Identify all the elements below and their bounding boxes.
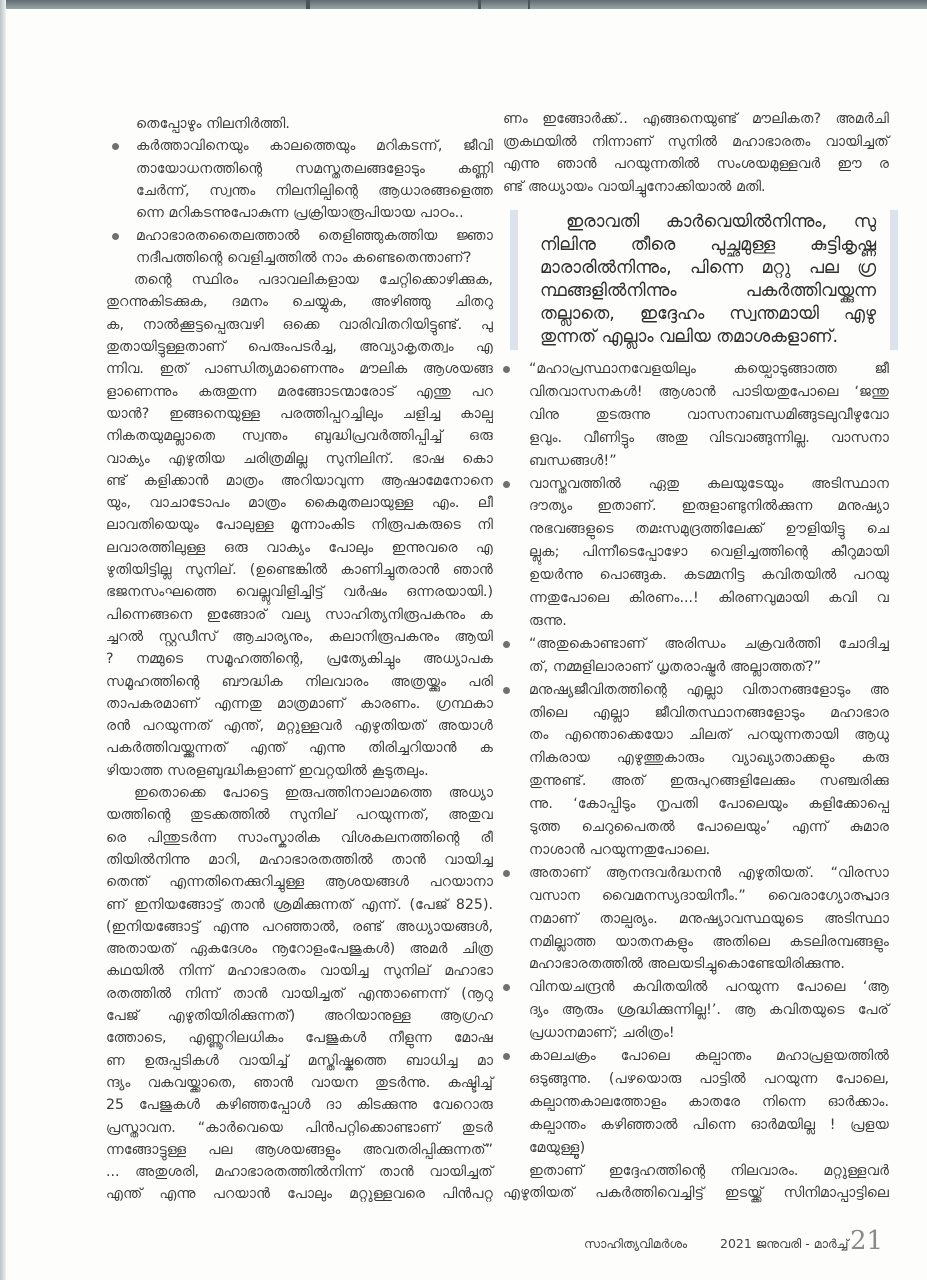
bullet-text-line: കല്പാന്തം കഴിഞ്ഞാൽ പിന്നെ ഓർമയില്ല ! പ്രളയ <box>529 1116 889 1133</box>
text-line: ണ്ട് അധ്യായം വായിച്ചുനോക്കിയാൽ മതി. <box>503 178 766 195</box>
text-line: ണ് ഇനിയങ്ങോട്ട് താൻ ശ്രമിക്കുന്നത് എന്ന്. (പേജ് 825). <box>106 896 493 913</box>
text-line: അതായത് ഏകദേശം നൂറോളംപേജുകൾ) അമർ ചിത്ര <box>106 941 493 958</box>
bullet-text-line: തായോധനത്തിന്റെ സമസ്തതലങ്ങളോടും കണ്ണി <box>136 160 493 177</box>
text-line: തുറന്നുകിടക്കുക, ദമനം ചെയ്യുക, അഴിഞ്ഞു ചിതറു <box>106 294 493 311</box>
bullet-text-line: ടുത്ത ചെറുപൈതൽ പോലെയും’ എന്ന് കുമാര <box>529 819 889 835</box>
bullet-text-line: തുന്നുണ്ട്. അത് ഇരുപുറങ്ങളിലേക്കും സഞ്ചരിക്കു <box>529 773 889 790</box>
bullet-text-line: വിനു തുടരുന്നു വാസനാബന്ധമിങ്ങുടലുവീഴുവോ <box>529 406 889 423</box>
bullet-text-line: വാസ്തവത്തിൽ ഏതു കലയുടേയും അടിസ്ഥാന <box>529 475 889 492</box>
bullet-text-line: ഒടുങ്ങുന്നു. (പഴയൊരു പാട്ടിൽ പറയുന്ന പോലെ, <box>529 1070 889 1087</box>
bullet-icon <box>503 1053 510 1060</box>
paragraph-first-line: ഇതൊക്കെ പോട്ടെ ഇരുപത്തിനാലാമത്തെ അധ്യാ <box>134 785 493 801</box>
text-line: തെന്ത് എന്നതിനെക്കുറിച്ചുള്ള ആശയങ്ങൾ പറയാനാ <box>106 874 493 891</box>
scan-edge-mark <box>306 0 310 9</box>
text-line: നികതയുമല്ലാതെ സ്വന്തം ബുദ്ധിപ്രവർത്തിപ്പിച്ച് ഒരു <box>106 428 493 445</box>
text-line: ണ ഉരുപ്പടികൾ വായിച്ച് മസ്തിഷ്കത്തെ ബാധിച്ച മാ <box>106 1052 493 1069</box>
text-line: എന്ത് എന്നു പറയാൻ പോലും മറ്റുള്ളവരെ പിൻപറ്റ <box>106 1186 493 1203</box>
text-line: ന്നങ്ങോട്ടുള്ള പല ആശയങ്ങളും അവതരിപ്പിക്കുന്നത്” <box>106 1141 493 1158</box>
continued-line: തെപ്പോഴും നിലനിർത്തി. <box>136 116 290 132</box>
bullet-icon <box>503 641 510 648</box>
bullet-text-line: നാശാൻ പറയുന്നതുപോലെ. <box>529 841 711 858</box>
bullet-icon <box>503 984 510 991</box>
text-line: യത്തിന്റെ തുടക്കത്തിൽ സുനില് പറയുന്നത്, അതുവ <box>106 807 493 824</box>
bullet-text-line: ന്നെ മറികടന്നുപോകുന്ന പ്രക്രിയാരൂപിയായ പാഠം.. <box>136 205 464 222</box>
pull-quote-line: ഇരാവതി കാർവെയിൽനിന്നും, സു <box>566 212 876 232</box>
text-line: സമൂഹത്തിന്റെ ബൗദ്ധിക നിലവാരം അത്രയ്ക്കും പരി <box>106 673 493 690</box>
text-line: ഴിയാത്ത സരളബുദ്ധികളാണ് ഇവറ്റയിൽ കൂടുതലും. <box>106 762 429 779</box>
text-line: ലാവതിയെയും പോലുള്ള മൂന്നാംകിട നിരൂപകരുടെ നി <box>106 517 493 534</box>
bullet-text-line: അതാണ് ആനന്ദവർദ്ധനൻ എഴുതിയത്. “വിരസാ <box>529 864 889 881</box>
bullet-text-line: “മഹാപ്രസ്ഥാനവേളയിലും കയ്പൊടുങ്ങാത്ത ജീ <box>529 361 889 377</box>
scan-edge-mark <box>478 0 481 9</box>
scan-edge-left <box>0 0 6 1280</box>
scan-edge-top <box>0 0 927 9</box>
text-line: പ്രസ്താവന. “കാർവെയെ പിൻപറ്റിക്കൊണ്ടാണ് തുടർ <box>106 1119 493 1136</box>
text-line: കഥയിൽ നിന്ന് മഹാഭാരതം വായിച്ച സുനില് മഹാഭാ <box>106 963 493 980</box>
page-number: 21 <box>850 1226 884 1256</box>
bullet-text-line: ന്നതുപോലെ കിരണം...! കിരണവുമായി കവി വ <box>529 590 889 606</box>
text-line: ച്ചറൽ സ്റ്റഡീസ് ആചാര്യനും, കലാനിരൂപകനും ആയി <box>106 628 493 645</box>
pull-quote-line: മാരാരിൽനിന്നും, പിന്നെ മറ്റു പല ഗ്ര <box>540 258 876 278</box>
text-line: ? നമ്മുടെ സമൂഹത്തിന്റെ, പ്രത്യേകിച്ചും അധ്യാപക <box>106 651 493 668</box>
text-line: 25 പേജുകൾ കഴിഞ്ഞപ്പോൾ ദാ കിടക്കുന്നു വേറൊരു <box>106 1097 493 1114</box>
bullet-text-line: തം എന്തൊക്കെയോ ചിലത് പറയുന്നതായി ആധു <box>529 727 889 744</box>
text-line: യാൻ? ഇങ്ങനെയുള്ള പരത്തിപ്പറച്ചിലും ചളിച്ച കാല്പ <box>106 405 493 422</box>
text-line: ... അതുശരി, മഹാഭാരതത്തിൽനിന്ന് താൻ വായിച്ചത് <box>106 1164 493 1181</box>
bullet-icon <box>503 366 510 373</box>
bullet-icon <box>503 481 510 488</box>
bullet-text-line: ദൗത്യം ഇതാണ്. ഇരുളാണ്ടുനിൽക്കുന്ന മനുഷ്യാ <box>529 498 889 515</box>
text-line: വാക്യം എഴുതിയ ചരിത്രമില്ല സുനിലിന്. ഭാഷ കൊ <box>106 450 493 467</box>
bullet-text-line: വിനയചന്ദ്രൻ കവിതയിൽ പറയുന്ന പോലെ ‘ആ <box>529 979 889 996</box>
page-footer <box>584 1228 894 1262</box>
pull-quote-line: തല്ലാതെ, ഇദ്ദേഹം സ്വന്തമായി എഴു <box>540 304 876 324</box>
bullet-icon <box>503 870 510 877</box>
bullet-text-line: മഹാഭാരതതൈലത്താൽ തെളിഞ്ഞുകത്തിയ ജ്ഞാ <box>136 227 493 244</box>
bullet-text-line: നമാണ് താല്പര്യം. മനുഷ്യാവസ്ഥയുടെ അടിസ്ഥാ <box>529 910 889 927</box>
magazine-name: സാഹിത്യവിമർശം <box>584 1236 688 1251</box>
bullet-text-line: തിലെ എല്ലാ ജീവിതസ്ഥാനങ്ങളോടും മഹാഭാര <box>529 704 889 721</box>
text-line: ക, നാൽക്കൂട്ടപ്പെരുവഴി ഒക്കെ വാരിവിതറിയിട്ടുണ്ട്. പു <box>106 316 493 333</box>
pull-quote <box>510 210 898 350</box>
bullet-text-line: ന്നു. ‘കോപ്പിടും നൃപതി പോലെയും കളിക്കോപ്പെ <box>529 796 889 813</box>
bullet-text-line: മേയുള്ളൂ) <box>529 1139 586 1156</box>
bullet-text-line: “അതുകൊണ്ടാണ് അരിന്ധം ചക്രവർത്തി ചോദിച്ച <box>529 635 889 652</box>
text-line: താപകരമാണ് എന്നതു മാത്രമാണ് കാരണം. ഗ്രന്ഥകാ <box>106 695 493 712</box>
text-line: യും, വാചാടോപം മാത്രം കൈമുതലായുള്ള എം. ലീ <box>106 495 493 512</box>
text-line: ലവാരത്തിലുള്ള ഒരു വാക്യം പോലും ഇന്നുവരെ എ <box>106 539 493 556</box>
text-line: എഴുതിയത് പകർത്തിവെച്ചിട്ട് ഇടയ്ക്ക് സിനിമാപ്പാട്ടിലെ <box>503 1185 889 1202</box>
text-line: ഴുതിയിട്ടില്ല സുനില്. (ഉണ്ടെങ്കിൽ കാണിച്ചുതരാൻ ഞാൻ <box>106 562 493 578</box>
text-line: തിയിൽനിന്നു മാറി, മഹാഭാരതത്തിൽ താൻ വായിച്ച <box>106 851 493 868</box>
text-line: പേജ് എഴുതിയിരിക്കുന്നത്) അറിയാനുള്ള ആഗ്രഹ <box>106 1008 493 1024</box>
bullet-text-line: ല്ലുക; പിന്നീടെപ്പോഴോ വെളിച്ചത്തിന്റെ കീറുമായി <box>529 544 889 561</box>
bullet-text-line: ദ്യം ആരും ശ്രദ്ധിക്കുന്നില്ല!’. ആ കവിതയുടെ പേര് <box>529 1002 889 1019</box>
bullet-text-line: രുന്നു. <box>529 612 567 629</box>
bullet-text-line: വസാന വൈമനസ്യദായിനീം.” വൈരാഗ്യോത്പ്പാദ <box>529 887 889 904</box>
text-line: പകർത്തിവയ്ക്കുന്നത് എന്ത് എന്നു തിരിച്ചറിയാൻ ക <box>106 740 493 757</box>
text-line: പിന്നെങ്ങനെ ഇങ്ങോര് വല്യ സാഹിത്യനിരൂപകനും ക <box>106 606 493 623</box>
issue-date: 2021 ജനുവരി - മാർച്ച് <box>720 1236 849 1251</box>
scan-edge-mark <box>528 0 530 9</box>
bullet-text-line: ബന്ധങ്ങൾ!” <box>529 452 617 469</box>
bullet-icon <box>503 687 510 694</box>
pull-quote-line: ന്ഥങ്ങളിൽനിന്നും പകർത്തിവയ്ക്കുന്ന <box>540 281 876 301</box>
bullet-text-line: നുഭവങ്ങളുടെ തമഃസമുദ്രത്തിലേക്ക് ഊളിയിട്ടു ചെ <box>529 521 889 538</box>
paragraph-first-line: ഇതാണ് ഇദ്ദേഹത്തിന്റെ നിലവാരം. മറ്റുള്ളവർ <box>529 1162 889 1179</box>
text-line: ന്ദ്യം വകവയ്ക്കാതെ, ഞാൻ വായന തുടർന്നു. കഷ്ടിച്ച് <box>106 1074 493 1091</box>
text-line: ത്രകഥയിൽ നിന്നാണ് സുനിൽ മഹാഭാരതം വായിച്ചത് <box>503 133 889 150</box>
bullet-text-line: നമില്ലാത്ത യാതനകളും അതിലെ കടലിരമ്പങ്ങളും <box>529 933 889 950</box>
pull-quote-line: നിലിനു തീരെ പുച്ഛമുള്ള കുട്ടികൃഷ്ണ <box>540 235 876 255</box>
bullet-text-line: ചേർന്ന്, സ്വന്തം നിലനില്പിന്റെ ആധാരങ്ങളെത്ത <box>136 182 493 199</box>
text-line: എന്നു ഞാൻ പറയുന്നതിൽ സംശയമുള്ളവർ ഈ ര <box>503 156 889 172</box>
bullet-text-line: ളവും. വീണിട്ടും അതു വിടവാങ്ങുന്നില്ല. വാസനാ <box>529 429 889 446</box>
bullet-text-line: ത്, നമ്മളിലാരാണ് ധൃതരാഷ്ട്രർ അല്ലാത്തത്?” <box>529 658 822 675</box>
text-line: ഭജനസംഘത്തെ വെല്ലുവിളിച്ചിട്ട് വർഷം ഒന്നരയായി.) <box>106 584 493 601</box>
text-line: ണം ഇങ്ങോർക്ക്.. എങ്ങനെയുണ്ട് മൗലികത? അമർചി <box>503 111 889 127</box>
bullet-text-line: കല്പാന്തകാലത്തോളം കാതരേ നിന്നെ ഓർക്കാം. <box>529 1093 889 1110</box>
bullet-text-line: നദീപത്തിന്റെ വെളിച്ചത്തിൽ നാം കണ്ടെതെന്താണ്? <box>136 249 472 266</box>
text-line: ണ്ട് കളിക്കാൻ മാത്രം അറിയാവുന്ന ആഷാമേനോനെ <box>106 472 493 489</box>
bullet-text-line: മനുഷ്യജീവിതത്തിന്റെ എല്ലാ വിതാനങ്ങളോടും അ <box>529 681 889 698</box>
bullet-text-line: നികരായ എഴുത്തുകാരും വ്യാഖ്യാതാക്കളും കരു <box>529 750 889 767</box>
bullet-text-line: വിതവാസനകൾ! ആശാൻ പാടിയതുപോലെ ‘ജന്തു <box>529 383 889 400</box>
bullet-icon <box>112 143 119 150</box>
bullet-text-line: ഉയർന്നു പൊങ്ങുക. കടമ്മനിട്ട കവിതയിൽ പറയു <box>529 567 889 584</box>
text-line: ത്തോടെ, എണ്ണൂറിലധികം പേജുകൾ നീളുന്ന മോഷ <box>106 1030 493 1047</box>
text-line: ളാണെന്നും കരുതുന്ന മരങ്ങോടന്മാരോട് എന്തു പറ <box>106 383 493 400</box>
bullet-icon <box>112 233 119 240</box>
pull-quote-line: തുന്നത് എല്ലാം വലിയ തമാശകളാണ്. <box>540 327 839 347</box>
text-line: രെ പിന്തുടർന്ന സാംസ്കാരിക വിശകലനത്തിന്റെ രീ <box>106 829 493 846</box>
text-line: (ഇനിയങ്ങോട്ട് എന്നു പറഞ്ഞാൽ, രണ്ട് അധ്യായങ്ങൾ, <box>106 918 493 935</box>
text-line: തുതായിട്ടുള്ളതാണ് പെരുംപടർച്ച, അവ്യാകൃതത്വം എ <box>106 339 493 355</box>
bullet-text-line: കർത്താവിനെയും കാലത്തെയും മറികടന്ന്, ജീവി <box>136 138 493 155</box>
bullet-text-line: മഹാഭാരതത്തിൽ അലയടിച്ചുകൊണ്ടേയിരിക്കുന്നു. <box>529 956 845 973</box>
text-line: രൻ പറയുന്നത് എന്ത്, മറ്റുള്ളവർ എഴുതിയത് അയാൾ <box>106 718 493 735</box>
paragraph-first-line: തന്റെ സ്ഥിരം പദാവലികളായ ചേറ്റിക്കൊഴിക്കുക, <box>134 272 493 289</box>
text-line: രതത്തിൽ നിന്ന് താൻ വായിച്ചത് എന്താണെന്ന് (നൂറു <box>106 985 493 1002</box>
text-line: ന്നിവ. ഇത് പാണ്ഡിത്യമാണെന്നും മൗലിക ആശയങ്ങ <box>106 361 493 378</box>
bullet-text-line: കാലചക്രം പോലെ കല്പാന്തം മഹാപ്രളയത്തിൽ <box>529 1048 889 1064</box>
bullet-text-line: പ്രധാനമാണ്; ചരിത്രം! <box>529 1025 675 1042</box>
